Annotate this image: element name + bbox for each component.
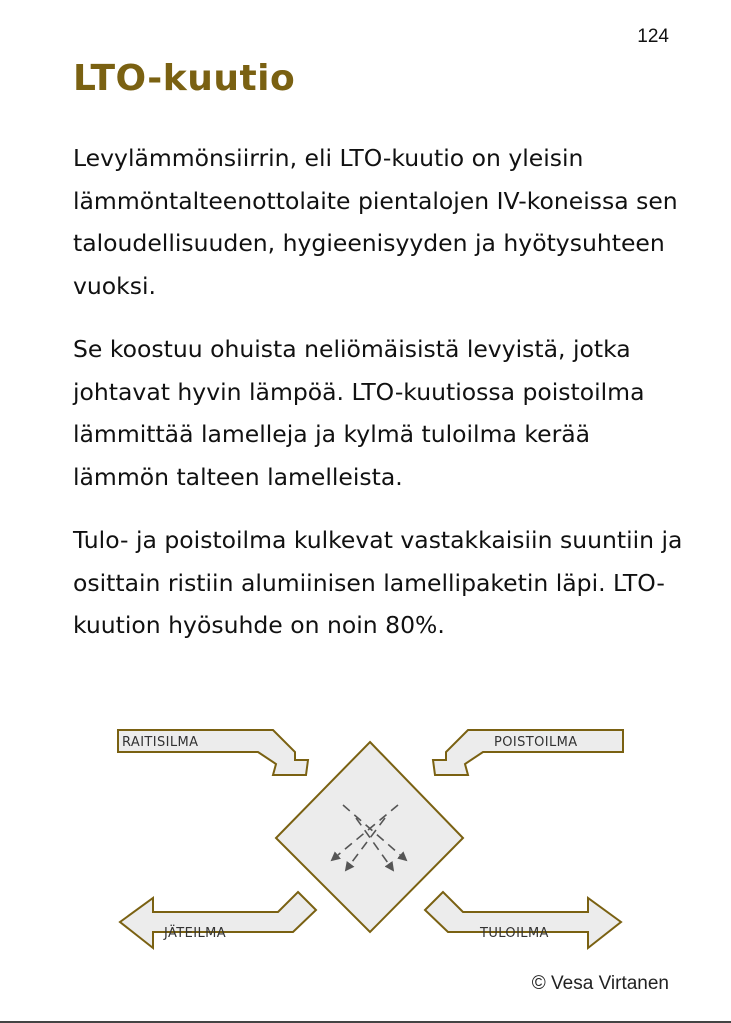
heat-exchanger-diagram [108,720,633,965]
paragraph-structure: Se koostuu ohuista neliömäisistä levyistä, jotka johtavat hyvin lämpöä. LTO-kuutiossa poistoilma lämmittää lamelleja ja kylmä tuloilma kerää lämmön talteen lamelleista. [73,335,645,491]
copyright: © Vesa Virtanen [531,973,669,994]
raitisilma-label: RAITISILMA [122,735,199,750]
paragraph-intro: Levylämmönsiirrin, eli LTO-kuutio on yleisin lämmöntalteenottolaite pientalojen IV-koneissa sen taloudellisuuden, hygieenisyyden ja hyötysuhteen vuoksi. [73,144,678,300]
tuloilma-label: TULOILMA [480,926,549,941]
jateilma-label: JÄTEILMA [164,926,227,941]
paragraph-efficiency: Tulo- ja poistoilma kulkevat vastakkaisiin suuntiin ja osittain ristiin alumiinisen lamellipaketin läpi. LTO-kuution hyösuhde on noin 80%. [73,526,683,639]
page-title: LTO-kuutio [73,58,296,99]
page-number: 124 [637,26,669,47]
poistoilma-label: POISTOILMA [494,735,578,750]
